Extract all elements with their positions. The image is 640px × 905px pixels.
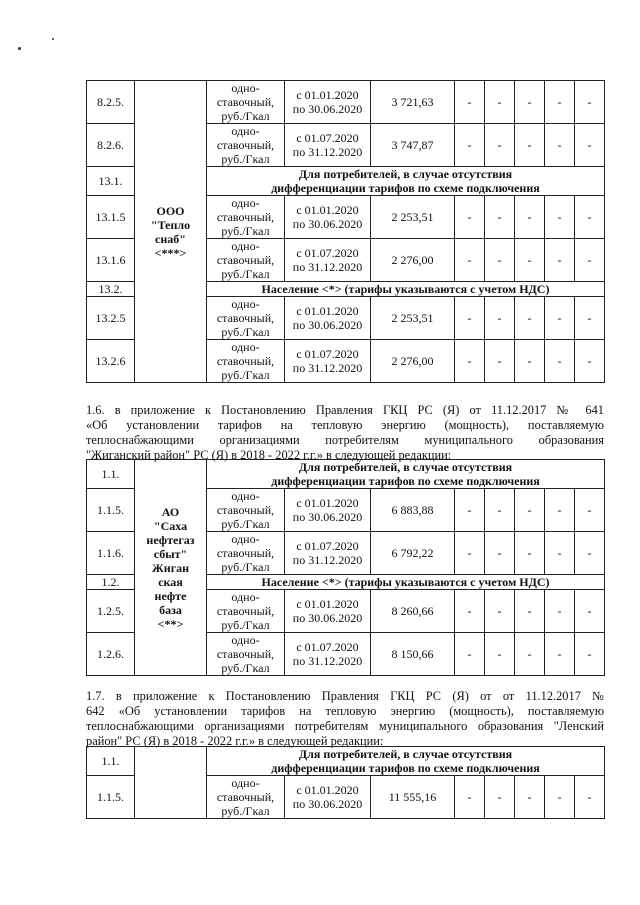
empty-value-cell: - xyxy=(575,81,605,124)
tariff-unit-line: руб./Гкал xyxy=(221,517,270,531)
tariff-period-line: по 30.06.2020 xyxy=(292,797,363,811)
tariff-period-line: с 01.07.2020 xyxy=(296,246,359,260)
row-number: 13.2.6 xyxy=(87,340,135,383)
tariff-period xyxy=(285,633,371,676)
paragraph-line: 1.7. в приложение к Постановлению Правления ГКЦ РС (Я) от от 11.12.2017 № xyxy=(86,689,604,703)
empty-value-cell: - xyxy=(545,239,575,282)
section-header-line: дифференциации тарифов по схеме подключения xyxy=(271,761,540,775)
tariff-unit-line: одно- xyxy=(231,340,260,354)
empty-value-cell: - xyxy=(575,239,605,282)
section-header xyxy=(207,575,605,590)
empty-value-cell: - xyxy=(515,340,545,383)
section-header xyxy=(207,460,605,489)
tariff-unit-line: ставочный, xyxy=(216,604,275,618)
empty-value-cell: - xyxy=(575,124,605,167)
tariff-table-teplosnab xyxy=(86,80,605,383)
section-header-line: дифференциации тарифов по схеме подключения xyxy=(271,474,540,488)
section-header xyxy=(207,747,605,776)
tariff-period-line: с 01.01.2020 xyxy=(296,88,359,102)
empty-value-cell: - xyxy=(545,196,575,239)
paragraph-line: 642 «Об установлении тарифов на тепловую энергию (мощность), поставляемую xyxy=(86,704,604,718)
empty-value-cell: - xyxy=(515,590,545,633)
tariff-unit-line: руб./Гкал xyxy=(221,152,270,166)
tariff-period-line: с 01.01.2020 xyxy=(296,783,359,797)
tariff-period xyxy=(285,532,371,575)
empty-value-cell: - xyxy=(515,776,545,819)
empty-value-cell: - xyxy=(455,239,485,282)
tariff-unit-line: руб./Гкал xyxy=(221,618,270,632)
empty-value-cell: - xyxy=(455,776,485,819)
row-number: 13.2.5 xyxy=(87,297,135,340)
organization-name-line: ская xyxy=(158,574,183,589)
empty-value-cell: - xyxy=(485,340,515,383)
tariff-period-line: с 01.01.2020 xyxy=(296,597,359,611)
tariff-period xyxy=(285,590,371,633)
tariff-unit-line: ставочный, xyxy=(216,354,275,368)
row-number: 1.1. xyxy=(87,747,135,776)
section-header xyxy=(207,282,605,297)
empty-value-cell: - xyxy=(485,239,515,282)
tariff-value: 3 721,63 xyxy=(371,81,455,124)
tariff-unit-line: одно- xyxy=(231,297,260,311)
tariff-period xyxy=(285,81,371,124)
organization-name-line: <**> xyxy=(157,616,184,631)
tariff-unit-line: одно- xyxy=(231,81,260,95)
paragraph-line: теплоснабжающими организациями потребителям муниципального образования "Ленский xyxy=(86,719,604,733)
tariff-value: 3 747,87 xyxy=(371,124,455,167)
tariff-unit xyxy=(207,633,285,676)
empty-value-cell: - xyxy=(485,776,515,819)
tariff-period-line: с 01.07.2020 xyxy=(296,640,359,654)
empty-value-cell: - xyxy=(455,590,485,633)
empty-value-cell: - xyxy=(515,124,545,167)
scan-speck xyxy=(18,47,21,50)
tariff-period xyxy=(285,297,371,340)
tariff-period-line: с 01.07.2020 xyxy=(296,131,359,145)
empty-value-cell: - xyxy=(485,532,515,575)
empty-value-cell: - xyxy=(575,196,605,239)
tariff-value: 2 253,51 xyxy=(371,297,455,340)
tariff-period-line: по 30.06.2020 xyxy=(292,510,363,524)
tariff-unit-line: одно- xyxy=(231,590,260,604)
scan-speck xyxy=(52,38,54,40)
tariff-period-line: по 31.12.2020 xyxy=(292,654,363,668)
section-header-line: Население <*> (тарифы указываются с учетом НДС) xyxy=(261,282,550,296)
empty-value-cell: - xyxy=(455,297,485,340)
tariff-period-line: по 31.12.2020 xyxy=(292,361,363,375)
tariff-period-line: по 30.06.2020 xyxy=(292,611,363,625)
tariff-period-line: с 01.01.2020 xyxy=(296,304,359,318)
row-number: 1.1.5. xyxy=(87,776,135,819)
empty-value-cell: - xyxy=(575,776,605,819)
row-number: 1.1.6. xyxy=(87,532,135,575)
tariff-value: 2 276,00 xyxy=(371,340,455,383)
tariff-unit-line: ставочный, xyxy=(216,546,275,560)
tariff-period xyxy=(285,340,371,383)
empty-value-cell: - xyxy=(545,81,575,124)
paragraph-line: 1.6. в приложение к Постановлению Правления ГКЦ РС (Я) от 11.12.2017 № 641 xyxy=(86,403,604,417)
tariff-unit xyxy=(207,532,285,575)
tariff-unit-line: ставочный, xyxy=(216,210,275,224)
organization-name-line: база xyxy=(159,602,182,617)
empty-value-cell: - xyxy=(515,81,545,124)
tariff-value: 6 792,22 xyxy=(371,532,455,575)
row-number: 1.1.5. xyxy=(87,489,135,532)
empty-value-cell: - xyxy=(455,196,485,239)
tariff-unit-line: ставочный, xyxy=(216,253,275,267)
empty-value-cell: - xyxy=(575,590,605,633)
tariff-period-line: с 01.07.2020 xyxy=(296,539,359,553)
tariff-value: 2 253,51 xyxy=(371,196,455,239)
empty-value-cell: - xyxy=(575,340,605,383)
empty-value-cell: - xyxy=(545,297,575,340)
empty-value-cell: - xyxy=(485,633,515,676)
tariff-period xyxy=(285,489,371,532)
tariff-unit-line: ставочный, xyxy=(216,647,275,661)
tariff-unit-line: одно- xyxy=(231,489,260,503)
tariff-value: 11 555,16 xyxy=(371,776,455,819)
tariff-unit-line: ставочный, xyxy=(216,138,275,152)
empty-value-cell: - xyxy=(575,297,605,340)
tariff-period xyxy=(285,239,371,282)
empty-value-cell: - xyxy=(515,196,545,239)
row-number: 13.1.6 xyxy=(87,239,135,282)
empty-value-cell: - xyxy=(545,532,575,575)
row-number: 8.2.6. xyxy=(87,124,135,167)
tariff-period-line: по 31.12.2020 xyxy=(292,553,363,567)
empty-value-cell: - xyxy=(455,340,485,383)
tariff-unit-line: ставочный, xyxy=(216,790,275,804)
row-number: 8.2.5. xyxy=(87,81,135,124)
empty-value-cell: - xyxy=(575,532,605,575)
tariff-unit xyxy=(207,297,285,340)
tariff-period xyxy=(285,776,371,819)
organization-name-line: нефтегаз xyxy=(146,532,195,547)
tariff-unit xyxy=(207,590,285,633)
organization-name-line: <***> xyxy=(154,245,187,260)
organization-name-line: Жиган xyxy=(151,560,190,575)
organization-name-line: "Саха xyxy=(153,518,188,533)
tariff-unit-line: одно- xyxy=(231,776,260,790)
tariff-period-line: по 30.06.2020 xyxy=(292,318,363,332)
tariff-unit xyxy=(207,124,285,167)
empty-value-cell: - xyxy=(545,590,575,633)
empty-value-cell: - xyxy=(485,489,515,532)
empty-value-cell: - xyxy=(485,196,515,239)
tariff-unit-line: руб./Гкал xyxy=(221,368,270,382)
tariff-unit-line: одно- xyxy=(231,532,260,546)
row-number: 1.2.5. xyxy=(87,590,135,633)
empty-value-cell: - xyxy=(515,489,545,532)
tariff-value: 8 150,66 xyxy=(371,633,455,676)
paragraph-line: район" РС (Я) в 2018 - 2022 г.г.» в следующей редакции: xyxy=(86,734,384,748)
empty-value-cell: - xyxy=(455,124,485,167)
section-header-line: Для потребителей, в случае отсутствия xyxy=(298,747,513,761)
tariff-unit xyxy=(207,239,285,282)
empty-value-cell: - xyxy=(575,489,605,532)
tariff-unit-line: одно- xyxy=(231,196,260,210)
empty-value-cell: - xyxy=(455,532,485,575)
tariff-unit-line: руб./Гкал xyxy=(221,560,270,574)
paragraph-line: теплоснабжающими организациями потребителям муниципального образования xyxy=(86,433,604,447)
empty-value-cell: - xyxy=(545,124,575,167)
empty-value-cell: - xyxy=(455,489,485,532)
organization-name-line: сбыт" xyxy=(153,546,188,561)
tariff-unit-line: руб./Гкал xyxy=(221,804,270,818)
section-header-line: Для потребителей, в случае отсутствия xyxy=(298,167,513,181)
table-row xyxy=(87,81,605,124)
tariff-unit xyxy=(207,196,285,239)
organization-name xyxy=(135,81,207,383)
tariff-unit xyxy=(207,776,285,819)
row-number: 1.2. xyxy=(87,575,135,590)
section-header-line: Население <*> (тарифы указываются с учетом НДС) xyxy=(261,575,550,589)
section-header-line: Для потребителей, в случае отсутствия xyxy=(298,460,513,474)
tariff-unit-line: одно- xyxy=(231,633,260,647)
row-number: 1.1. xyxy=(87,460,135,489)
empty-value-cell: - xyxy=(545,340,575,383)
empty-value-cell: - xyxy=(515,633,545,676)
organization-name xyxy=(135,747,207,819)
tariff-unit-line: одно- xyxy=(231,124,260,138)
empty-value-cell: - xyxy=(485,590,515,633)
empty-value-cell: - xyxy=(545,633,575,676)
empty-value-cell: - xyxy=(515,532,545,575)
tariff-value: 6 883,88 xyxy=(371,489,455,532)
organization-name-line: снаб" xyxy=(155,231,186,246)
empty-value-cell: - xyxy=(455,633,485,676)
section-header-line: дифференциации тарифов по схеме подключения xyxy=(271,181,540,195)
empty-value-cell: - xyxy=(485,81,515,124)
tariff-period-line: по 30.06.2020 xyxy=(292,102,363,116)
tariff-value: 8 260,66 xyxy=(371,590,455,633)
tariff-unit-line: руб./Гкал xyxy=(221,267,270,281)
tariff-unit-line: руб./Гкал xyxy=(221,661,270,675)
organization-name-line: "Тепло xyxy=(150,217,191,232)
empty-value-cell: - xyxy=(515,297,545,340)
table-section-row xyxy=(87,460,605,489)
table-section-row xyxy=(87,747,605,776)
row-number: 1.2.6. xyxy=(87,633,135,676)
row-number: 13.1.5 xyxy=(87,196,135,239)
tariff-unit xyxy=(207,489,285,532)
tariff-period xyxy=(285,124,371,167)
tariff-period-line: с 01.07.2020 xyxy=(296,347,359,361)
tariff-period xyxy=(285,196,371,239)
organization-name-line: нефте xyxy=(154,588,187,603)
tariff-period-line: по 31.12.2020 xyxy=(292,145,363,159)
tariff-period-line: с 01.01.2020 xyxy=(296,203,359,217)
empty-value-cell: - xyxy=(485,124,515,167)
tariff-unit-line: ставочный, xyxy=(216,311,275,325)
paragraph-1-7 xyxy=(86,689,604,749)
empty-value-cell: - xyxy=(545,489,575,532)
empty-value-cell: - xyxy=(485,297,515,340)
paragraph-1-6 xyxy=(86,403,604,463)
tariff-unit xyxy=(207,81,285,124)
tariff-table-sakhaneftegazsbyt xyxy=(86,459,605,676)
organization-name-line: АО xyxy=(161,504,180,519)
paragraph-line: "Жиганский район" РС (Я) в 2018 - 2022 г.г.» в следующей редакции: xyxy=(86,448,452,462)
tariff-unit-line: руб./Гкал xyxy=(221,224,270,238)
tariff-unit xyxy=(207,340,285,383)
tariff-table-lensky xyxy=(86,746,605,819)
organization-name xyxy=(135,460,207,676)
empty-value-cell: - xyxy=(515,239,545,282)
tariff-unit-line: руб./Гкал xyxy=(221,325,270,339)
tariff-period-line: по 30.06.2020 xyxy=(292,217,363,231)
tariff-value: 2 276,00 xyxy=(371,239,455,282)
tariff-period-line: по 31.12.2020 xyxy=(292,260,363,274)
paragraph-line: «Об установлении тарифов на тепловую энергию (мощность), поставляемую xyxy=(86,418,604,432)
section-header xyxy=(207,167,605,196)
tariff-period-line: с 01.01.2020 xyxy=(296,496,359,510)
tariff-unit-line: ставочный, xyxy=(216,95,275,109)
tariff-unit-line: одно- xyxy=(231,239,260,253)
tariff-unit-line: руб./Гкал xyxy=(221,109,270,123)
row-number: 13.1. xyxy=(87,167,135,196)
empty-value-cell: - xyxy=(455,81,485,124)
empty-value-cell: - xyxy=(575,633,605,676)
empty-value-cell: - xyxy=(545,776,575,819)
organization-name-line: ООО xyxy=(156,203,185,218)
row-number: 13.2. xyxy=(87,282,135,297)
tariff-unit-line: ставочный, xyxy=(216,503,275,517)
